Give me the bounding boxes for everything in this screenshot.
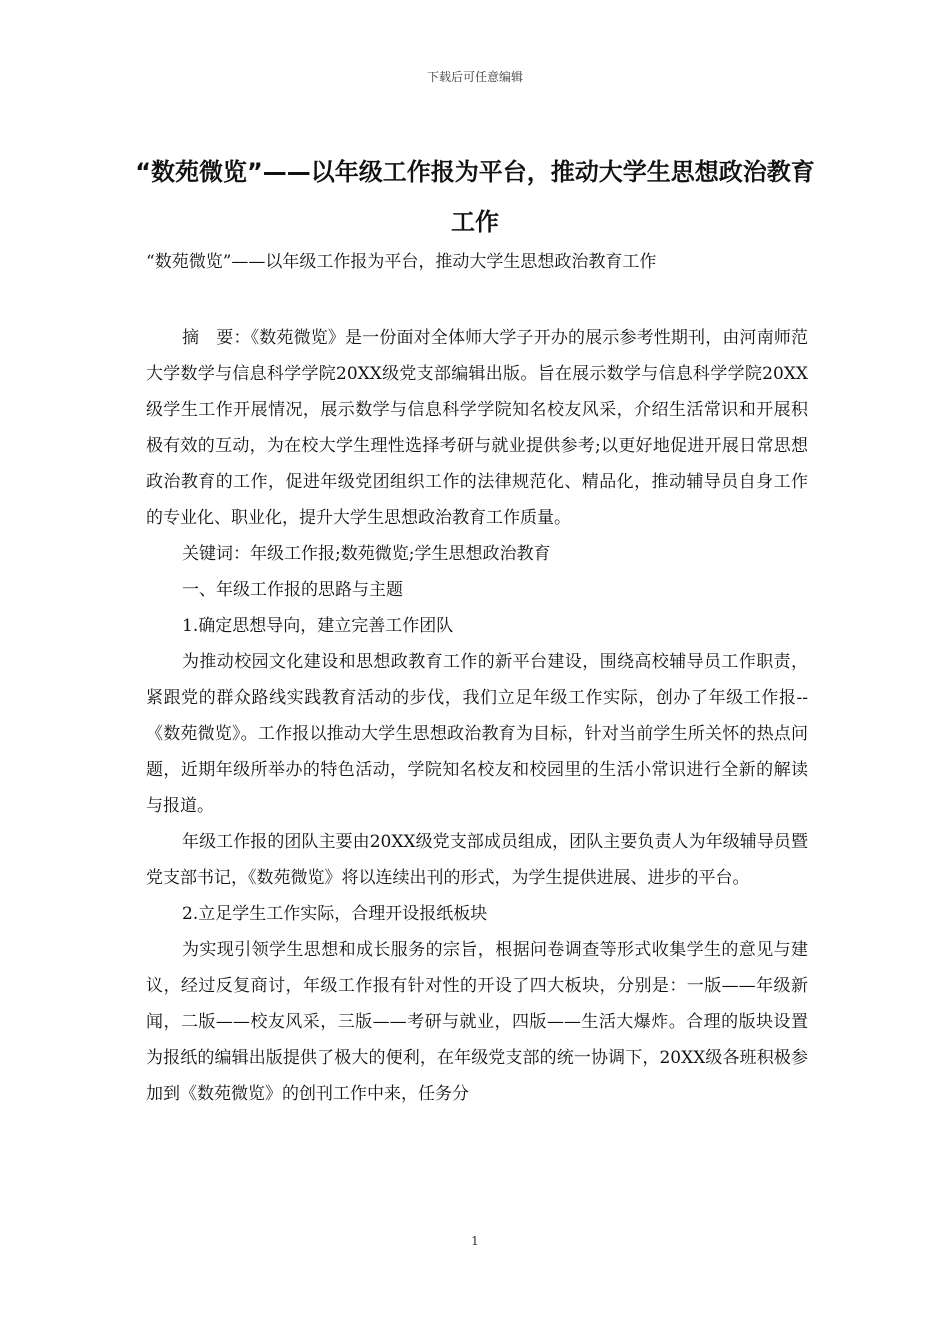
- header-note: 下载后可任意编辑: [426, 70, 523, 84]
- subsection-heading-1: 1.确定思想导向，建立完善工作团队: [182, 616, 454, 636]
- document-subtitle: “数苑微览”——以年级工作报为平台，推动大学生思想政治教育工作: [146, 252, 657, 272]
- document-body: [146, 320, 808, 1112]
- body-paragraph-1: 为推动校园文化建设和思想政教育工作的新平台建设，围绕高校辅导员工作职责，紧跟党的群众路线实践教育活动的步伐，我们立足年级工作实际，创办了年级工作报--《数苑微览》。工作报以推动大学生思想政治教育为目标，针对当前学生所关怀的热点问题，近期年级所举办的特色活动，学院知名校友和校园里的生活小常识进行全新的解读与报道。: [146, 652, 808, 816]
- body-paragraph-2: 年级工作报的团队主要由20XX级党支部成员组成，团队主要负责人为年级辅导员暨党支部书记，《数苑微览》将以连续出刊的形式，为学生提供进展、进步的平台。: [146, 832, 808, 888]
- subsection-heading-2: 2.立足学生工作实际，合理开设报纸板块: [182, 904, 488, 924]
- abstract-paragraph: 摘 要：《数苑微览》是一份面对全体师大学子开办的展示参考性期刊，由河南师范大学数学与信息科学学院20XX级党支部编辑出版。旨在展示数学与信息科学学院20XX级学生工作开展情况，展示数学与信息科学学院知名校友风采，介绍生活常识和开展积极有效的互动，为在校大学生理性选择考研与就业提供参考;以更好地促进开展日常思想政治教育的工作，促进年级党团组织工作的法律规范化、精品化，推动辅导员自身工作的专业化、职业化，提升大学生思想政治教育工作质量。: [146, 328, 808, 528]
- page-number: 1: [471, 1234, 479, 1248]
- section-heading-1: 一、年级工作报的思路与主题: [182, 580, 403, 600]
- body-paragraph-3: 为实现引领学生思想和成长服务的宗旨，根据问卷调查等形式收集学生的意见与建议，经过反复商讨，年级工作报有针对性的开设了四大板块，分别是：一版——年级新闻，二版——校友风采，三版——考研与就业，四版——生活大爆炸。合理的版块设置为报纸的编辑出版提供了极大的便利，在年级党支部的统一协调下，20XX级各班积极参加到《数苑微览》的创刊工作中来，任务分: [146, 940, 808, 1104]
- document-title: “数苑微览”——以年级工作报为平台，推动大学生思想政治教育工作: [135, 158, 815, 236]
- keywords-line: 关键词：年级工作报;数苑微览;学生思想政治教育: [182, 544, 551, 564]
